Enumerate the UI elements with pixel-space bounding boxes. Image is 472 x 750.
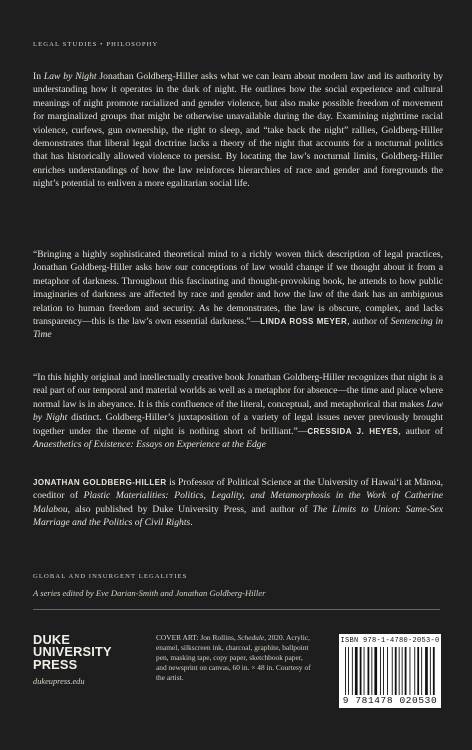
publisher-url: dukeupress.edu	[33, 677, 85, 686]
barcode-bar	[405, 647, 407, 695]
barcode-bar	[414, 647, 415, 695]
barcode-bar	[392, 647, 393, 695]
publisher-line-2: UNIVERSITY	[33, 644, 112, 660]
barcode-bar	[360, 647, 362, 695]
barcode-bar	[399, 647, 400, 695]
barcode-bar	[433, 647, 435, 695]
barcode-icon	[345, 647, 435, 695]
barcode-bar	[380, 647, 381, 695]
blurb-inline-title: Law by Night	[33, 398, 443, 424]
blurb-text: “In this highly original and intellectually creative book Jonathan Goldberg-Hiller recognizes that night is a real part of our temporal and material worlds as well as a metaphor for absence—the time and place where normal law is in abeyance. It is this confluence of the literal, conceptual, and metaphorical that makes	[33, 372, 443, 410]
divider	[33, 609, 440, 610]
blurb-author-of: , author of	[347, 316, 391, 328]
barcode-bar	[371, 647, 372, 695]
credit-details: , 2020. Acrylic, enamel, silkscreen ink, charcoal, graphite, ballpoint pen, masking tape, copy paper, sketchbook paper, and newsprint on canvas, 60 in. × 48 in. Courtesy of the artist.	[156, 633, 311, 682]
barcode-digits: 9 781478 020530	[342, 695, 438, 706]
isbn-label: ISBN 978-1-4780-2053-0	[340, 637, 440, 645]
barcode-bar	[352, 647, 353, 695]
blurb-author: CRESSIDA J. HEYES	[307, 426, 399, 436]
author-name: JONATHAN GOLDBERG-HILLER	[33, 478, 167, 487]
publisher-logo	[33, 634, 112, 671]
blurb-author: LINDA ROSS MEYER	[260, 317, 348, 327]
isbn-barcode	[339, 634, 441, 708]
barcode-bar	[410, 647, 411, 695]
book-description	[33, 70, 443, 191]
description-book-title: Law by Night	[43, 71, 97, 82]
barcode-bar	[345, 647, 346, 695]
barcode-bar	[383, 647, 384, 695]
bio-work-1: Plastic Materialities: Politics, Legality, and Metamorphosis in the Work of Catherine Malabou	[33, 490, 443, 515]
barcode-bar	[348, 647, 349, 695]
blurb-meyer	[33, 248, 443, 342]
barcode-bar	[430, 647, 431, 695]
barcode-bar	[402, 647, 403, 695]
blurb-author-work: Anaesthetics of Existence: Essays on Experience at the Edge	[33, 439, 266, 451]
series-title: GLOBAL AND INSURGENT LEGALITIES	[33, 573, 188, 580]
barcode-bar	[417, 647, 419, 695]
barcode-bar	[368, 647, 370, 695]
blurb-heyes	[33, 371, 443, 451]
bio-text-cont: , also published by Duke University Press, and author of	[67, 503, 313, 515]
description-text: Jonathan Goldberg-Hiller asks what we can learn about modern law and its authority by understanding how it operates in the dark of night. He outlines how the social experience and cultural meanings of night promote racialized and gender violence, but also make possible freedom of movement for marginalized groups that might be otherwise unavailable during the day. Examining nighttime racial violence, curfews, gun ownership, the right to sleep, and “take back the night” rallies, Goldberg-Hiller demonstrates that liberal legal doctrine lacks a theory of the night that accounts for a nocturnal politics that has historically allowed violence to persist. By locating the law’s nocturnal limits, Goldberg-Hiller enriches understandings of how the law reinforces hierarchies of race and gender and foregrounds the night’s potential to enliven a more egalitarian social life.	[33, 71, 444, 190]
credit-label: COVER ART:	[156, 633, 201, 642]
barcode-bar	[421, 647, 422, 695]
barcode-bar	[395, 647, 397, 695]
series-editors: A series edited by Eve Darian-Smith and Jonathan Goldberg-Hiller	[33, 588, 266, 598]
barcode-bar	[387, 647, 388, 695]
bio-text-end: .	[190, 517, 193, 529]
cover-art-credit	[156, 633, 314, 683]
blurb-author-work: Sentencing in Time	[33, 316, 443, 341]
credit-artist: Jon Rollins,	[200, 633, 238, 642]
description-lead: In	[33, 71, 44, 82]
barcode-bar	[425, 647, 428, 695]
blurb-text-cont: distinct. Goldberg-Hiller’s juxtaposition of a variety of legal issues never previously brought together under the theme of night is nothing short of brilliant.”—	[33, 412, 444, 437]
bio-text: is Professor of Political Science at the University of Hawai‘i at Mānoa, coeditor of	[33, 477, 444, 502]
publisher-line-1: DUKE	[33, 632, 71, 647]
barcode-bar	[355, 647, 358, 695]
category-label: LEGAL STUDIES • PHILOSOPHY	[33, 41, 159, 48]
blurb-author-of: , author of	[398, 425, 444, 437]
barcode-bar	[364, 647, 365, 695]
barcode-bar	[374, 647, 377, 695]
credit-work: Schedule	[237, 633, 265, 642]
bio-work-2: The Limits to Union: Same-Sex Marriage and the Politics of Civil Rights	[33, 503, 443, 529]
publisher-line-3: PRESS	[33, 656, 78, 672]
blurb-text: “Bringing a highly sophisticated theoretical mind to a richly woven thick description of legal practices, Jonathan Goldberg-Hiller asks how our conceptions of law would change if we thought about it from a metaphor of darkness. Throughout this fascinating and thought-provoking book, he attends to how public imaginaries of darkness are affected by race and gender and how the law of the dark has an ambiguous relation to human freedom and security. As he demonstrates, the law is obscure, complex, and lacks transparency—this is the law’s own essential darkness.”—	[33, 249, 443, 328]
author-bio	[33, 476, 443, 530]
